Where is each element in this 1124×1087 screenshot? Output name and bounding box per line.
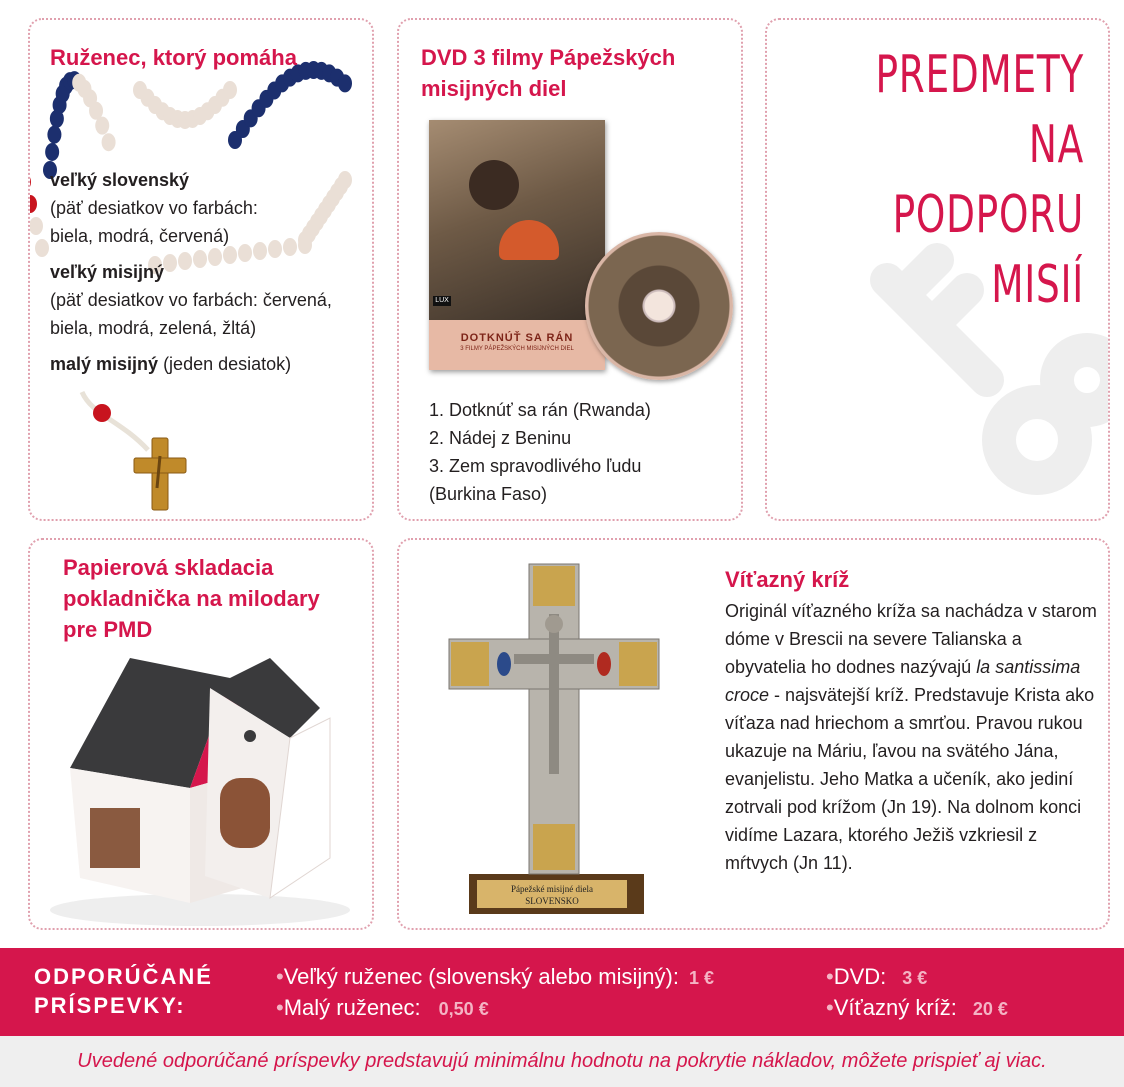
rosary-heading: Ruženec, ktorý pomáha (50, 45, 297, 70)
rosary-bead (102, 133, 116, 151)
rosary-bead (223, 81, 237, 99)
dvd-cover-image (429, 120, 605, 370)
dvd-cover-title: DOTKNÚŤ SA RÁN (460, 332, 574, 344)
film-item: 3. Zem spravodlivého ľudu (429, 456, 642, 476)
dvd-card (397, 18, 743, 521)
film-list (429, 396, 651, 508)
dvd-heading: DVD 3 filmy Pápežských misijných diel (421, 45, 676, 101)
rosary-bead (95, 117, 109, 135)
rosary-options (50, 166, 370, 378)
rosary-bead (30, 195, 37, 213)
cross-description: Originál víťazného kríža sa nachádza v starom dóme v Brescii na severe Talianska a obyvatelia ho dodnes nazývajú la santissima croce - najsvätejší kríž. Predstavuje Krista ako víťaza nad hriechom a smrťou. Pravou rukou ukazuje na Máriu, ľavou na svätého Jána, evanjelistu. Jeho Matka a učeník, ako jediní zotrvali pod krížom (Jn 19). Na dolnom konci vidíme Lazara, ktorého Ježiš vzkriesil z mŕtvych (Jn 11). (725, 601, 1097, 873)
rosary-bead (30, 173, 31, 191)
rosary-option: malý misijný (jeden desiatok) (50, 354, 292, 374)
price-item: •DVD: 3 € (826, 964, 928, 989)
rosary-bead (338, 74, 352, 92)
film-item: (Burkina Faso) (429, 484, 548, 504)
price-item: •Veľký ruženec (slovenský alebo misijný): 1 € (276, 964, 714, 989)
rosary-option: veľký slovenský (päť desiatkov vo farbách: biela, modrá, červená) (50, 170, 258, 246)
dvd-disc-image (585, 232, 733, 380)
donation-box-image (30, 648, 374, 930)
plaque-line2: SLOVENSKO (525, 896, 579, 906)
plaque-line1: Pápežské misijné diela (511, 884, 593, 894)
film-item: 1. Dotknúť sa rán (Rwanda) (429, 400, 651, 420)
rosary-bead (45, 143, 59, 161)
wooden-cross-icon (134, 438, 186, 510)
rosary-bead (35, 239, 49, 257)
rosary-bead (30, 217, 43, 235)
dvd-cover-subtitle: 3 FILMY PÁPEŽSKÝCH MISIJNÝCH DIEL (460, 346, 574, 352)
recommended-contributions-bar (0, 948, 1124, 1036)
box-card (28, 538, 374, 930)
film-item: 2. Nádej z Beninu (429, 428, 572, 448)
rosary-option: veľký misijný (päť desiatkov vo farbách: červená, biela, modrá, zelená, žltá) (50, 262, 332, 338)
victory-cross-image (429, 554, 679, 924)
rosary-bead (47, 126, 61, 144)
main-title: PREDMETY NA PODPORU MISIÍ (875, 45, 1084, 315)
rosary-card (28, 18, 374, 521)
price-item: •Víťazný kríž: 20 € (826, 995, 1008, 1020)
title-card (765, 18, 1110, 521)
lux-badge: LUX (433, 296, 451, 306)
box-heading: Papierová skladacia pokladnička na milodary pre PMD (63, 555, 320, 642)
contributions-label: ODPORÚČANÉ PRÍSPEVKY: (34, 964, 213, 1018)
contribution-note: Uvedené odporúčané príspevky predstavujú minimálnu hodnotu na pokrytie nákladov, môžete prispieť aj viac. (0, 1036, 1124, 1087)
cross-heading: Víťazný kríž (725, 567, 850, 592)
cross-card (397, 538, 1110, 930)
price-item: •Malý ruženec: 0,50 € (276, 995, 489, 1020)
